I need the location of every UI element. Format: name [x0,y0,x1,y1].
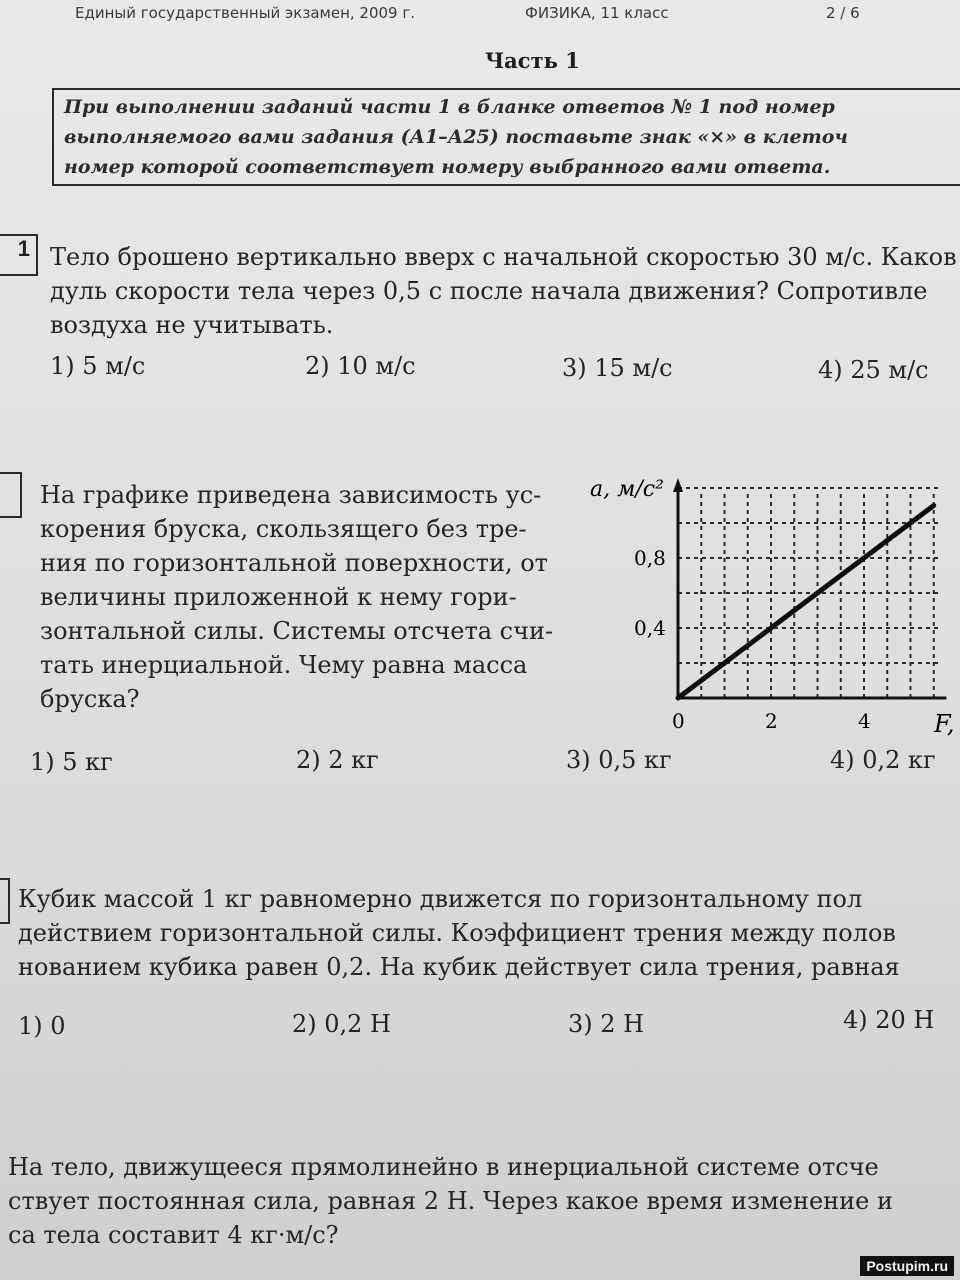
question-line: зонтальной силы. Системы отсчета счи- [40,617,554,645]
x-tick-label: 0 [672,709,685,733]
question-number-box [0,878,10,924]
answer-option: 3) 2 Н [568,1010,645,1038]
answer-option: 3) 15 м/с [562,354,673,382]
question-line: бруска? [40,685,140,713]
x-tick-label: 4 [858,709,871,733]
y-axis-label: a, м/с² [590,477,664,502]
instructions-line: При выполнении заданий части 1 в бланке ответов № 1 под номер [64,96,835,118]
answer-option: 4) 20 Н [843,1006,935,1034]
question-line: На графике приведена зависимость ус- [40,481,542,509]
answer-option: 3) 0,5 кг [566,746,672,774]
answer-option: 4) 0,2 кг [830,746,936,774]
question-3-text [18,882,900,984]
answer-option: 2) 0,2 Н [292,1010,391,1038]
answer-option: 1) 0 [18,1012,66,1040]
header-page-number: 2 / 6 [826,4,860,22]
question-4-text [8,1150,893,1252]
acceleration-force-graph [580,470,960,740]
x-axis-label: F, [934,710,955,738]
instructions-line: номер которой соответствует номеру выбранного вами ответа. [64,156,831,178]
question-number-box [0,472,22,518]
data-series-line [678,506,934,699]
answer-option: 1) 5 кг [30,748,113,776]
header-subject: ФИЗИКА, 11 класс [525,4,669,22]
header-exam-title: Единый государственный экзамен, 2009 г. [75,4,415,22]
question-2-text [40,478,553,716]
answer-option: 2) 2 кг [296,746,379,774]
question-line: воздуха не учитывать. [50,311,334,339]
x-tick-label: 2 [765,709,778,733]
question-line: ния по горизонтальной поверхности, от [40,549,548,577]
answer-option: 4) 25 м/с [818,356,929,384]
question-line: действием горизонтальной силы. Коэффициент трения между полов [18,919,896,947]
question-line: величины приложенной к нему гори- [40,583,517,611]
question-1-text [50,240,957,342]
question-line: ствует постоянная сила, равная 2 Н. Через какое время изменение и [8,1187,893,1215]
question-line: дуль скорости тела через 0,5 с после начала движения? Сопротивле [50,277,928,305]
y-tick-label: 0,4 [634,616,666,640]
question-line: Тело брошено вертикально вверх с начальной скоростью 30 м/с. Каков [50,243,957,271]
question-number-box [0,234,38,276]
chart-axes [673,478,946,698]
question-line: тать инерциальной. Чему равна масса [40,651,528,679]
part-title: Часть 1 [485,48,580,73]
answer-option: 2) 10 м/с [305,352,416,380]
instructions-line: выполняемого вами задания (А1–А25) поставьте знак «×» в клеточ [64,126,848,148]
y-axis-arrow [673,478,683,492]
question-number: 1 [17,236,30,261]
instructions-box [52,88,960,186]
chart-series [678,506,934,699]
answer-option: 1) 5 м/с [50,352,146,380]
question-line: корения бруска, скользящего без тре- [40,515,527,543]
question-line: са тела составит 4 кг·м/с? [8,1221,339,1249]
watermark: Postupim.ru [860,1256,954,1276]
question-line: нованием кубика равен 0,2. На кубик действует сила трения, равная [18,953,900,981]
question-line: Кубик массой 1 кг равномерно движется по горизонтальному пол [18,885,863,913]
question-line: На тело, движущееся прямолинейно в инерциальной системе отсче [8,1153,879,1181]
y-tick-label: 0,8 [634,546,666,570]
